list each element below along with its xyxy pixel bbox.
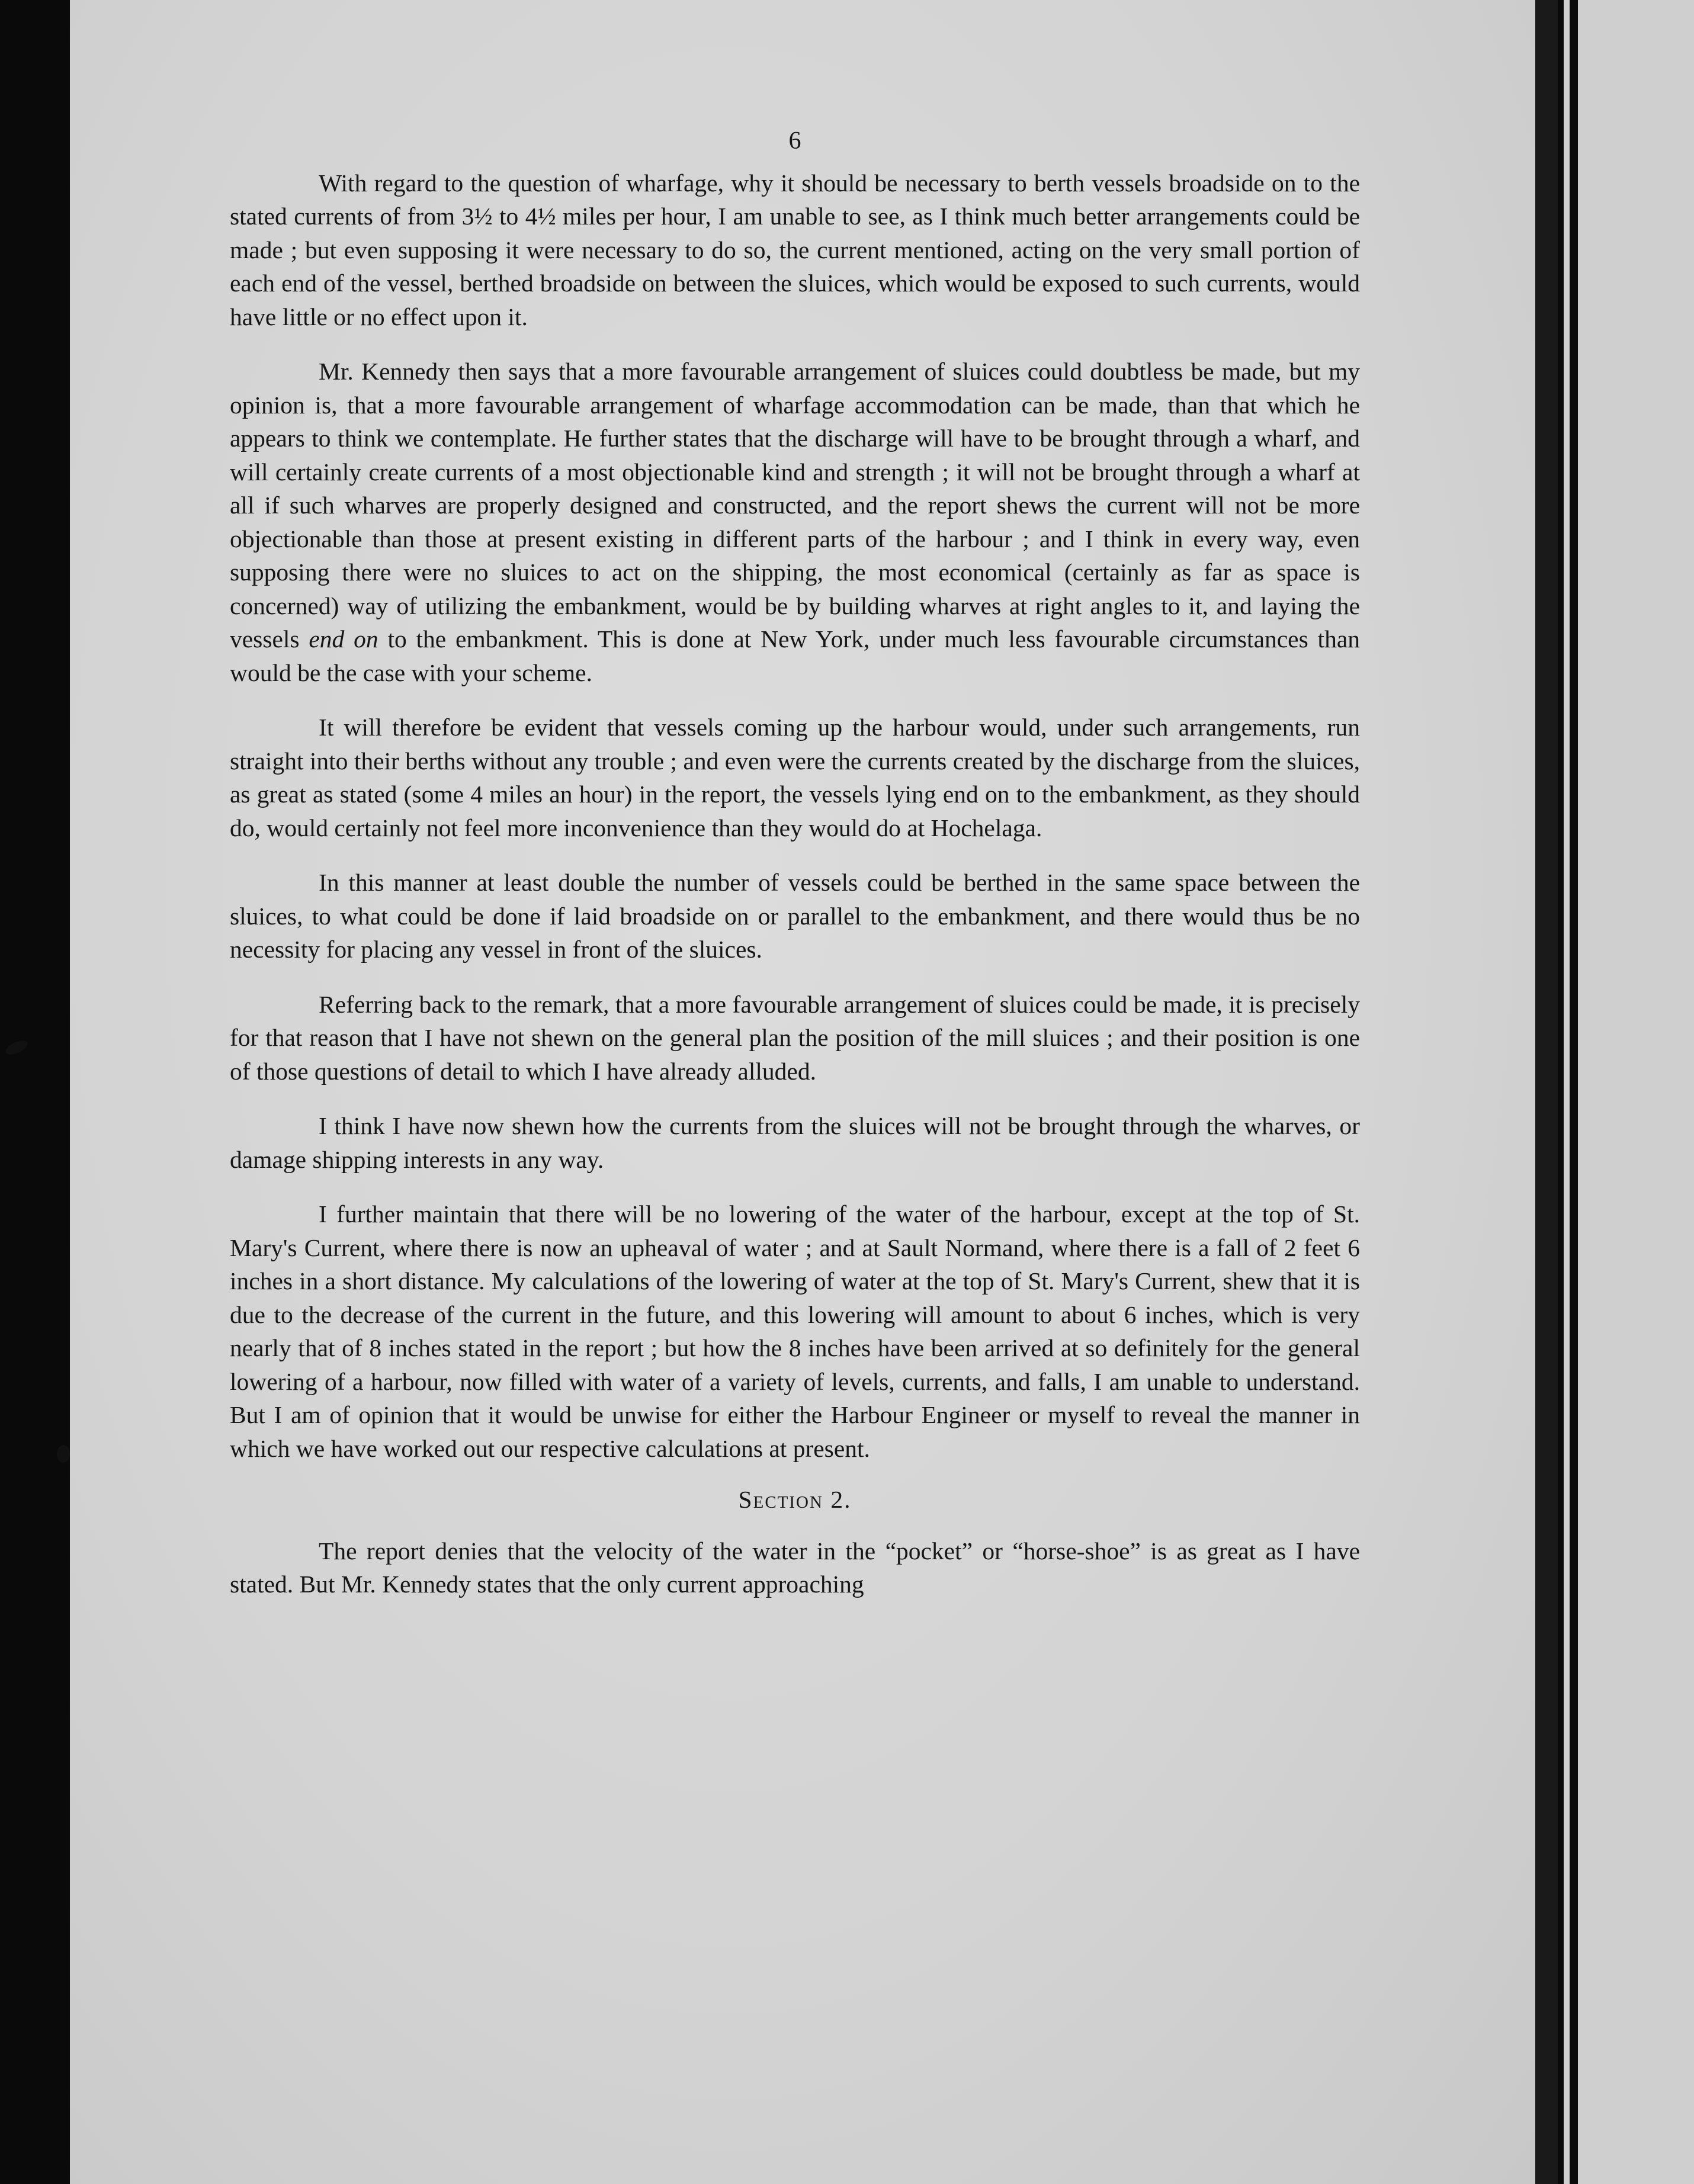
section-heading: Section 2.	[738, 1486, 852, 1513]
paragraph-wharfage: With regard to the question of wharfage, why it should be necessary to berth vessels broadside on to the stated currents of from 3½ to 4½ miles per hour, I am unable to see, as I think much better arrangements could be made ; but even supposing it were necessary to do so, the current mentioned, acting on the very small portion of each end of the vessel, berthed broadside on between the sluices, which would be exposed to such currents, would have little or no effect upon it.	[230, 169, 1360, 330]
paragraph-referring-back: Referring back to the remark, that a more favourable arrangement of sluices could be made, it is precisely for that reason that I have not shewn on the general plan the position of the mill sluices ; and their position is one of those questions of detail to which I have already alluded.	[230, 990, 1360, 1085]
adjacent-page-edge-line	[1570, 0, 1578, 2184]
italic-end-on: end on	[309, 625, 378, 653]
paragraph-currents-shewn: I think I have now shewn how the currents from the sluices will not be brought through the wharves, or damage shipping interests in any way.	[230, 1112, 1360, 1173]
paragraph-kennedy-text: Mr. Kennedy then says that a more favourable arrangement of sluices could doubtless be made, but my opinion is, that a more favourable arrangement of wharfage accommodation can be made, than that which he appears to think we contemplate. He further states that the discharge will have to be brought through a wharf, and will certainly create currents of a most objectionable kind and strength ; it will not be brought through a wharf at all if such wharves are properly designed and constructed, and the report shews the current will not be more objectionable than those at present existing in different parts of the harbour ; and I think in every way, even supposing there were no sluices to act on the shipping, the most economical (certainly as far as space is concerned) way of utilizing the embankment, would be by building wharves at right angles to it, and laying the vessels	[230, 358, 1360, 653]
scan-speck	[57, 1445, 70, 1463]
adjacent-page-sliver	[1564, 0, 1694, 2184]
page-edge-shadow	[1535, 0, 1558, 2184]
document-body	[230, 124, 1360, 1623]
paragraph-double-vessels: In this manner at least double the number of vessels could be berthed in the same space between the sluices, to what could be done if laid broadside on or parallel to the embankment, and there would thus be no necessity for placing any vessel in front of the sluices.	[230, 869, 1360, 963]
paragraph-kennedy-tail: to the embankment. This is done at New York, under much less favourable circumstances than would be the case with your scheme.	[230, 625, 1361, 686]
paragraph-lowering-water: I further maintain that there will be no lowering of the water of the harbour, except at the top of St. Mary's Current, where there is now an upheaval of water ; and at Sault Normand, where there is a fall of 2 feet 6 inches in a short distance. My calculations of the lowering of water at the top of St. Mary's Current, shew that it is due to the decrease of the current in the future, and this lowering will amount to about 6 inches, which is very nearly that of 8 inches stated in the report ; but how the 8 inches have been arrived at so definitely for the general lowering of a harbour, now filled with water of a variety of levels, currents, and falls, I am unable to understand. But I am of opinion that it would be unwise for either the Harbour Engineer or myself to reveal the manner in which we have worked out our respective calculations at present.	[230, 1200, 1360, 1462]
paragraph-report-denies: The report denies that the velocity of the water in the “pocket” or “horse-shoe” is as great as I have stated. But Mr. Kennedy states that the only current approaching	[230, 1537, 1360, 1598]
paragraph-vessels-berths: It will therefore be evident that vessels coming up the harbour would, under such arrangements, run straight into their berths without any trouble ; and even were the currents created by the discharge from the sluices, as great as stated (some 4 miles an hour) in the report, the vessels lying end on to the embankment, as they should do, would certainly not feel more inconvenience than they would do at Hochelaga.	[230, 714, 1360, 842]
paragraph-kennedy-sluices	[230, 355, 1360, 689]
page-number: 6	[788, 127, 801, 155]
